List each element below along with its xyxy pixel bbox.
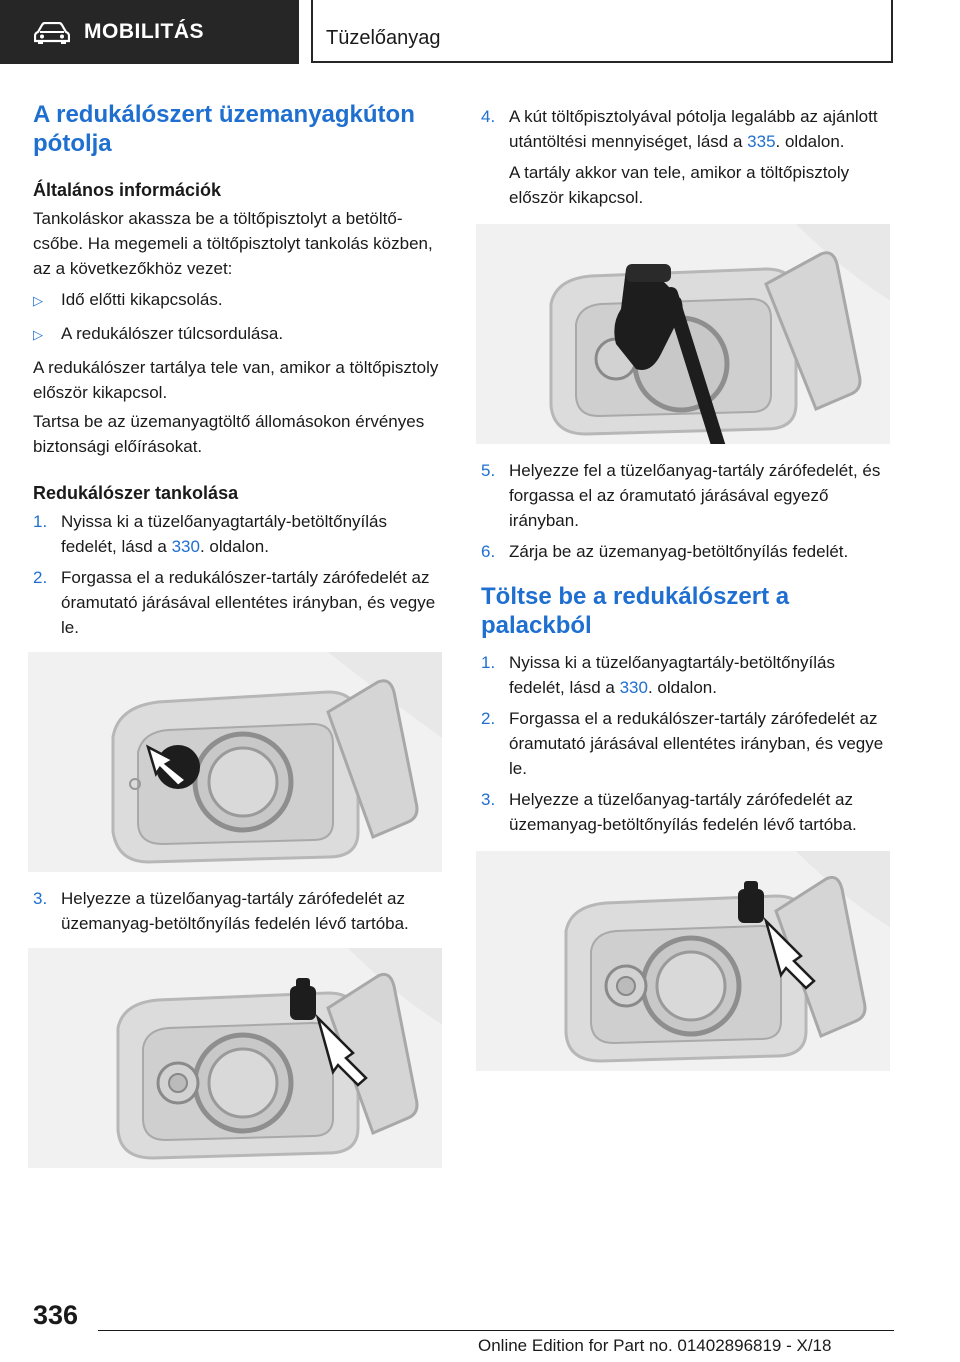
page-number: 336 [33,1300,79,1330]
step-text-part: Nyissa ki a tüzelőanyagtartály-betöltőnyílás fedelét, lásd a [509,653,835,697]
bullet-text: A redukálószer túlcsordulása. [61,324,284,343]
chapter-title: Tüzelőanyag [326,27,441,49]
paragraph: Tartsa be az üzemanyagtöltő állomásokon érvényes biztonsági előírásokat. [33,412,425,456]
step-number: 2. [33,568,48,587]
general-text: Tankoláskor akassza be a töltőpisztolyt a betöltőcsőbe. Ha megemeli a töltőpisztolyt tankolás közben, az a következőkhöz vezet: [33,209,433,278]
step-item [33,886,445,936]
section-label: MOBILITÁS [84,20,204,43]
step-number: 2. [481,709,496,728]
nozzle-filling-photo [476,224,890,444]
left-column [33,100,445,1182]
step-text [509,650,895,700]
step-number: 5. [481,461,496,480]
page-link[interactable]: 330 [619,678,648,697]
car-icon [34,22,70,44]
step-number: 1. [481,653,496,672]
step-item [481,458,895,533]
edition-text: Online Edition for Part no. 01402896819 - X/18 [478,1336,832,1355]
section-title: A redukálószert üzemanyagkúton pótolja [33,101,415,157]
bullet-item [33,287,445,313]
step-text: Forgassa el a redukálószer-tartály zárófedelét az óramutató járásával ellentétes irányban, és vegye le. [509,709,884,778]
step-number: 1. [33,512,48,531]
bullet-item [33,321,445,347]
step-item [481,104,895,210]
fill-heading: Redukálószer tankolása [33,483,239,503]
step-number: 6. [481,542,496,561]
triangle-bullet-icon: ▷ [33,293,43,308]
step-number: 4. [481,107,496,126]
right-column [481,104,895,1085]
step-text: Forgassa el a redukálószer-tartály zárófedelét az óramutató járásával ellentétes irányban, és vegye le. [61,568,436,637]
step-number: 3. [481,790,496,809]
cap-holder-photo [28,948,442,1168]
step-item [481,787,895,837]
step-item [33,565,445,640]
fuel-cap-removal-photo [28,652,442,872]
step-item [481,706,895,781]
general-heading: Általános információk [33,180,222,200]
paragraph: A redukálószer tartálya tele van, amikor a töltőpisztoly először kikapcsol. [33,358,439,402]
bullet-text: Idő előtti kikapcsolás. [61,290,223,309]
step-note: A tartály akkor van tele, amikor a töltőpisztoly először kikapcsol. [509,163,850,207]
step-text: Helyezze a tüzelőanyag-tartály zárófedelét az üzemanyag-betöltőnyílás fedelén lévő tartóba. [61,889,409,933]
step-item [33,509,445,559]
step-text [61,509,445,559]
step-text: Zárja be az üzemanyag-betöltőnyílás fedelét. [509,542,849,561]
page-header [0,0,960,66]
step-text: Helyezze a tüzelőanyag-tartály zárófedelét az üzemanyag-betöltőnyílás fedelén lévő tartóba. [509,790,857,834]
step-text: Helyezze fel a tüzelőanyag-tartály zárófedelét, és forgassa el az óramutató járásával egyező irányban. [509,461,881,530]
footer-divider [98,1330,894,1331]
step-text-part: A kút töltőpisztolyával pótolja legalább az ajánlott utántöltési mennyiséget, lásd a [509,107,878,151]
step-number: 3. [33,889,48,908]
step-text-part: . oldalon. [199,537,269,556]
triangle-bullet-icon: ▷ [33,327,43,342]
page-link[interactable]: 335 [747,132,776,151]
step-text-part: Nyissa ki a tüzelőanyagtartály-betöltőnyílás fedelét, lásd a [61,512,387,556]
step-text [509,104,895,210]
page-link[interactable]: 330 [171,537,200,556]
step-text-part: . oldalon. [647,678,717,697]
section-title-bottle: Töltse be a redukálószert a palackból [481,583,790,639]
step-text-part: . oldalon. [775,132,845,151]
step-item [481,539,895,564]
cap-holder-photo-2 [476,851,890,1071]
section-tab [0,0,299,64]
step-item [481,650,895,700]
